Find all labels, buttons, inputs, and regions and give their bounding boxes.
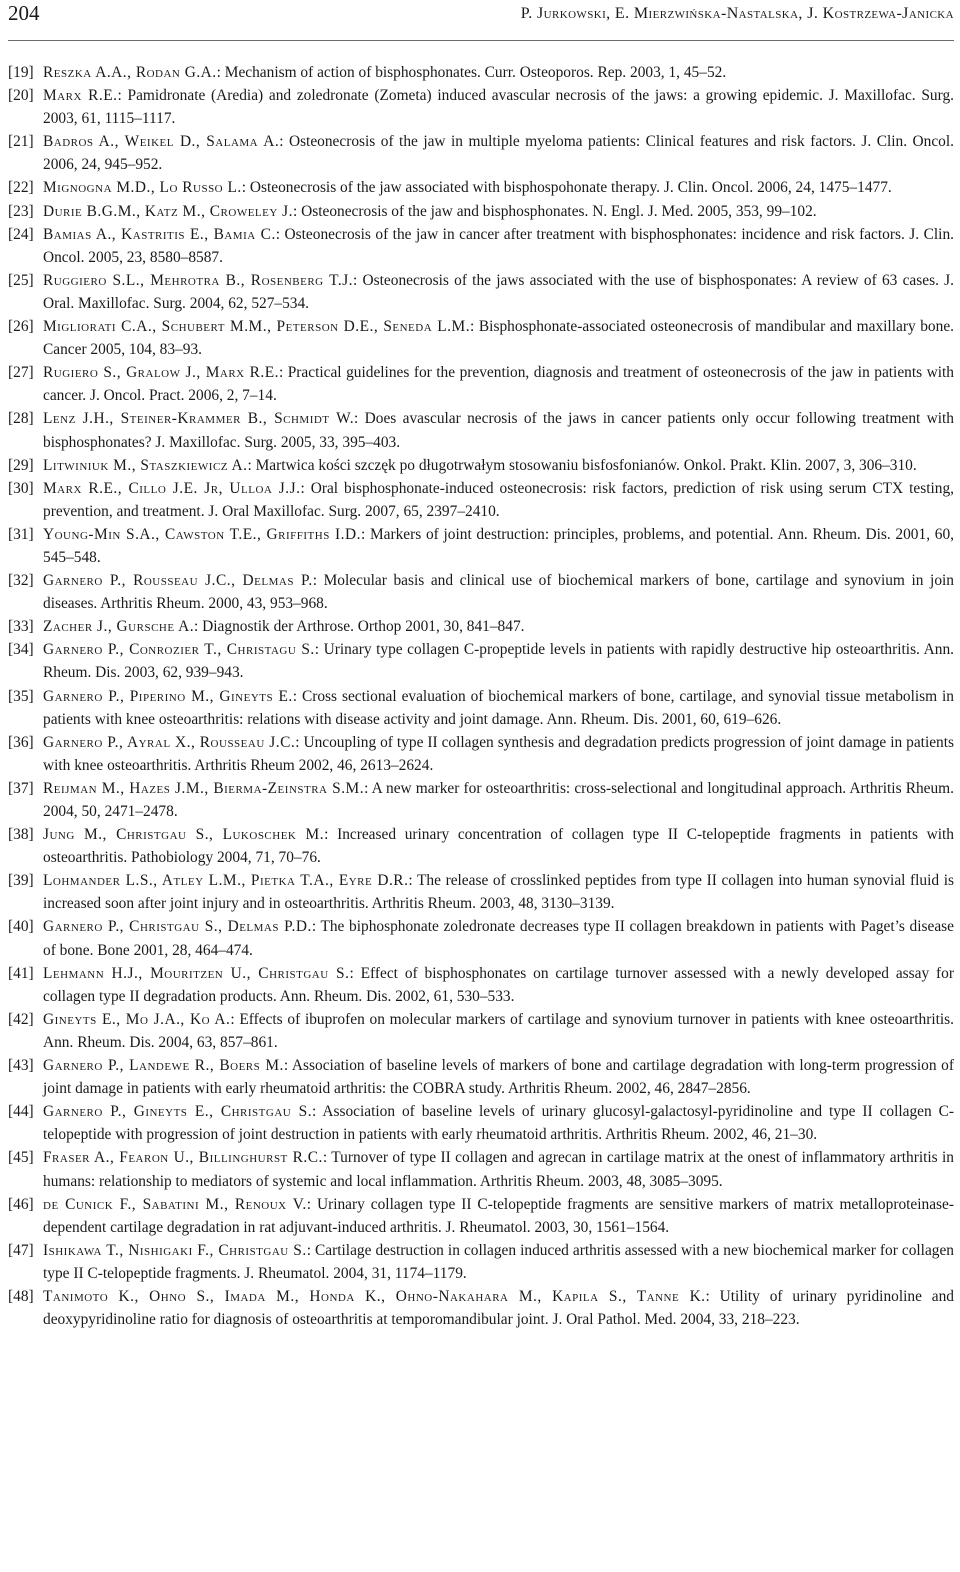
reference-details: : Association of baseline levels of urinary glucosyl-galactosyl-pyridinoline and type II collagen C-telopeptide with progression of joint destruction in patients with early rheumatoid arthritis. Arthritis Rheum. 2002, 46, 21–30.	[43, 1103, 954, 1144]
reference-item	[8, 685, 954, 731]
reference-item	[8, 361, 954, 407]
reference-number: [35]	[8, 687, 34, 705]
reference-number: [19]	[8, 64, 34, 81]
reference-details: : Martwica kości szczęk po długotrwałym stosowaniu bisfosfonianów. Onkol. Prakt. Klin. 2007, 3, 306–310.	[247, 456, 917, 474]
reference-number: [47]	[8, 1241, 34, 1259]
reference-number: [37]	[8, 779, 34, 797]
reference-authors: Zacher J., Gursche A.	[43, 618, 195, 636]
reference-details: : Markers of joint destruction: principles, problems, and potential. Ann. Rheum. Dis. 2001, 60, 545–548.	[43, 525, 954, 566]
reference-number: [38]	[8, 826, 34, 844]
reference-number: [34]	[8, 641, 34, 659]
reference-item	[8, 823, 954, 869]
reference-details: : Osteonecrosis of the jaw in cancer after treatment with bisphosphonates: incidence and risk factors. J. Clin. Oncol. 2005, 23, 8580–8587.	[43, 225, 954, 266]
reference-details: : Does avascular necrosis of the jaws in cancer patients only occur following treatment with bisphosphonates? J. Maxillofac. Surg. 2005, 33, 395–403.	[43, 410, 954, 451]
reference-authors: Mignogna M.D., Lo Russo L.	[43, 179, 242, 197]
reference-list	[8, 61, 954, 1331]
reference-number: [33]	[8, 618, 34, 636]
reference-item	[8, 1146, 954, 1192]
reference-details: : Effect of bisphosphonates on cartilage turnover assessed with a newly developed assay for collagen type II degradation products. Ann. Rheum. Dis. 2002, 61, 530–533.	[43, 964, 955, 1005]
reference-authors: de Cunick F., Sabatini M., Renoux V.	[43, 1195, 307, 1213]
reference-item	[8, 315, 954, 361]
reference-authors: Tanimoto K., Ohno S., Imada M., Honda K., Ohno-Nakahara M., Kapila S., Tanne K.	[43, 1287, 706, 1305]
reference-authors: Gineyts E., Mo J.A., Ko A.	[43, 1010, 231, 1028]
reference-details: : Urinary collagen type II C-telopeptide fragments are sensitive markers of matrix metalloproteinase-dependent cartilage degradation in rat adjuvant-induced arthritis. J. Rheumatol. 2003, 30, 1561–1564.	[43, 1195, 954, 1236]
reference-number: [45]	[8, 1149, 34, 1167]
reference-details: : Turnover of type II collagen and agrecan in cartilage matrix at the onest of inflammatory arthritis in humans: relationship to mediators of systemic and local inflammation. Arthritis Rheum. 2003, 48, 3085–3095.	[43, 1149, 954, 1190]
reference-details: : Osteonecrosis of the jaw associated with bisphospohonate therapy. J. Clin. Oncol. 2006, 24, 1475–1477.	[241, 179, 892, 197]
reference-authors: Bamias A., Kastritis E., Bamia C.	[43, 225, 276, 243]
reference-item	[8, 1008, 954, 1054]
reference-number: [40]	[8, 918, 34, 936]
reference-authors: Garnero P., Gineyts E., Christgau S.	[43, 1103, 313, 1121]
reference-authors: Garnero P., Landewe R., Boers M.	[43, 1057, 284, 1075]
reference-number: [26]	[8, 318, 34, 336]
reference-authors: Garnero P., Conrozier T., Christagu S.	[43, 641, 315, 659]
reference-item	[8, 569, 954, 615]
reference-details: : A new marker for osteoarthritis: cross-selectional and longitudinal approach. Arthritis Rheum. 2004, 50, 2471–2478.	[43, 779, 955, 820]
reference-authors: Marx R.E.	[43, 87, 118, 105]
reference-item	[8, 1193, 954, 1239]
reference-item	[8, 1239, 954, 1285]
reference-number: [44]	[8, 1103, 34, 1121]
reference-authors: Garnero P., Christgau S., Delmas P.D.	[43, 918, 312, 936]
reference-details: : Cross sectional evaluation of biochemical markers of bone, cartilage, and synovial tissue metabolism in patients with knee osteoarthritis: relations with disease activity and joint damage. Ann. Rheum. Dis. 2001, 60, 619–626.	[43, 687, 954, 728]
reference-item	[8, 477, 954, 523]
reference-item	[8, 269, 954, 315]
reference-authors: Durie B.G.M., Katz M., Croweley J.	[43, 202, 293, 220]
reference-number: [41]	[8, 964, 34, 982]
reference-number: [25]	[8, 271, 34, 289]
reference-number: [21]	[8, 133, 34, 151]
reference-authors: Lenz J.H., Steiner-Krammer B., Schmidt W.	[43, 410, 355, 428]
reference-details: : Utility of urinary pyridinoline and deoxypyridinoline ratio for diagnosis of osteoarthritis at temporomandibular joint. J. Oral Pathol. Med. 2004, 33, 218–223.	[43, 1287, 954, 1329]
reference-item	[8, 223, 954, 269]
reference-number: [46]	[8, 1195, 34, 1213]
reference-number: [22]	[8, 179, 34, 197]
reference-number: [20]	[8, 87, 34, 105]
reference-details: : The release of crosslinked peptides from type II collagen into human synovial fluid is increased soon after joint injury and in osteoarthritis. Arthritis Rheum. 2003, 48, 3130–3139.	[43, 872, 954, 913]
reference-item	[8, 777, 954, 823]
reference-details: : The biphosphonate zoledronate decreases type II collagen breakdown in patients with Paget’s disease of bone. Bone 2001, 28, 464–474.	[43, 918, 954, 959]
reference-details: : Osteonecrosis of the jaws associated with the use of bisphosponates: A review of 63 cases. J. Oral. Maxillofac. Surg. 2004, 62, 527–534.	[43, 271, 954, 312]
reference-details: : Osteonecrosis of the jaw and bisphosphonates. N. Engl. J. Med. 2005, 353, 99–102.	[293, 202, 817, 220]
reference-authors: Marx R.E., Cillo J.E. Jr, Ulloa J.J.	[43, 479, 301, 497]
reference-details: : Mechanism of action of bisphosphonates. Curr. Osteoporos. Rep. 2003, 1, 45–52.	[216, 64, 727, 81]
reference-item	[8, 1054, 954, 1100]
reference-authors: Ishikawa T., Nishigaki F., Christgau S.	[43, 1241, 307, 1259]
reference-number: [42]	[8, 1010, 34, 1028]
reference-authors: Garnero P., Ayral X., Rousseau J.C.	[43, 733, 296, 751]
reference-number: [36]	[8, 733, 34, 751]
reference-number: [48]	[8, 1287, 34, 1305]
reference-item	[8, 200, 954, 223]
reference-item	[8, 407, 954, 453]
reference-item	[8, 523, 954, 569]
reference-number: [31]	[8, 525, 34, 543]
reference-authors: Reijman M., Hazes J.M., Bierma-Zeinstra S.M.	[43, 779, 365, 797]
reference-details: : Urinary type collagen C-propeptide levels in patients with rapidly destructive hip osteoarthritis. Ann. Rheum. Dis. 2003, 62, 939–943.	[43, 641, 954, 682]
reference-authors: Lohmander L.S., Atley L.M., Pietka T.A., Eyre D.R.	[43, 872, 409, 890]
reference-number: [39]	[8, 872, 34, 890]
reference-authors: Jung M., Christgau S., Lukoschek M.	[43, 826, 325, 844]
reference-authors: Litwiniuk M., Staszkiewicz A.	[43, 456, 248, 474]
reference-details: : Molecular basis and clinical use of biochemical markers of bone, cartilage and synovium in join diseases. Arthritis Rheum. 2000, 43, 953–968.	[43, 572, 954, 613]
reference-number: [30]	[8, 479, 34, 497]
reference-item	[8, 1100, 954, 1146]
reference-authors: Badros A., Weikel D., Salama A.	[43, 133, 280, 151]
reference-number: [28]	[8, 410, 34, 428]
reference-number: [43]	[8, 1057, 34, 1075]
reference-details: : Oral bisphosphonate-induced osteonecrosis: risk factors, prediction of risk using serum CTX testing, prevention, and treatment. J. Oral Maxillofac. Surg. 2007, 65, 2397–2410.	[43, 479, 954, 520]
reference-details: : Osteonecrosis of the jaw in multiple myeloma patients: Clinical features and risk factors. J. Clin. Oncol. 2006, 24, 945–952.	[43, 133, 955, 174]
reference-authors: Ruggiero S.L., Mehrotra B., Rosenberg T.J.	[43, 271, 354, 289]
reference-authors: Fraser A., Fearon U., Billinghurst R.C.	[43, 1149, 323, 1167]
reference-authors: Garnero P., Piperino M., Gineyts E.	[43, 687, 293, 705]
reference-details: : Practical guidelines for the prevention, diagnosis and treatment of osteonecrosis of the jaw in patients with cancer. J. Oncol. Pract. 2006, 2, 7–14.	[43, 364, 954, 405]
reference-item	[8, 130, 954, 176]
reference-authors: Garnero P., Rousseau J.C., Delmas P.	[43, 572, 313, 590]
reference-details: : Uncoupling of type II collagen synthesis and degradation predicts progression of joint damage in patients with knee osteoarthritis. Arthritis Rheum 2002, 46, 2613–2624.	[43, 733, 955, 774]
reference-details: : Increased urinary concentration of collagen type II C-telopeptide fragments in patients with osteoarthritis. Pathobiology 2004, 71, 70–76.	[43, 826, 954, 867]
reference-item	[8, 454, 954, 477]
reference-item	[8, 84, 954, 130]
running-head: P. Jurkowski, E. Mierzwińska-Nastalska, J. Kostrzewa-Janicka	[520, 5, 954, 22]
reference-number: [23]	[8, 202, 34, 220]
reference-item	[8, 962, 954, 1008]
reference-details: : Bisphosphonate-associated osteonecrosis of mandibular and maxillary bone. Cancer 2005, 104, 83–93.	[43, 318, 954, 359]
reference-item	[8, 638, 954, 684]
reference-details: : Association of baseline levels of markers of bone and cartilage degradation with long-term progression of joint damage in patients with early rheumatoid arthritis: the COBRA study. Arthritis Rheum. 2002, 46, 2847–2856.	[43, 1057, 954, 1098]
reference-item	[8, 915, 954, 961]
reference-authors: Young-Min S.A., Cawston T.E., Griffiths I.D.	[43, 525, 361, 543]
reference-details: : Diagnostik der Arthrose. Orthop 2001, 30, 841–847.	[194, 618, 525, 636]
reference-number: [29]	[8, 456, 34, 474]
reference-item	[8, 176, 954, 199]
reference-details: : Cartilage destruction in collagen induced arthritis assessed with a new biochemical marker for collagen type II C-telopeptide fragments. J. Rheumatol. 2004, 31, 1174–1179.	[43, 1241, 954, 1282]
reference-number: [24]	[8, 225, 34, 243]
reference-authors: Lehmann H.J., Mouritzen U., Christgau S.	[43, 964, 350, 982]
reference-item	[8, 615, 954, 638]
page-header	[8, 0, 954, 41]
page-number: 204	[8, 1, 40, 25]
reference-authors: Migliorati C.A., Schubert M.M., Peterson D.E., Seneda L.M.	[43, 318, 471, 336]
reference-authors: Rugiero S., Gralow J., Marx R.E.	[43, 364, 279, 382]
reference-number: [27]	[8, 364, 34, 382]
reference-item	[8, 869, 954, 915]
reference-number: [32]	[8, 572, 34, 590]
reference-authors: Reszka A.A., Rodan G.A.	[43, 64, 217, 81]
reference-item	[8, 1285, 954, 1331]
reference-item	[8, 61, 954, 84]
reference-item	[8, 731, 954, 777]
reference-details: : Effects of ibuprofen on molecular markers of cartilage and synovium turnover in patients with knee osteoarthritis. Ann. Rheum. Dis. 2004, 63, 857–861.	[43, 1010, 954, 1051]
reference-details: : Pamidronate (Aredia) and zoledronate (Zometa) induced avascular necrosis of the jaws: a growing epidemic. J. Maxillofac. Surg. 2003, 61, 1115–1117.	[43, 87, 954, 128]
